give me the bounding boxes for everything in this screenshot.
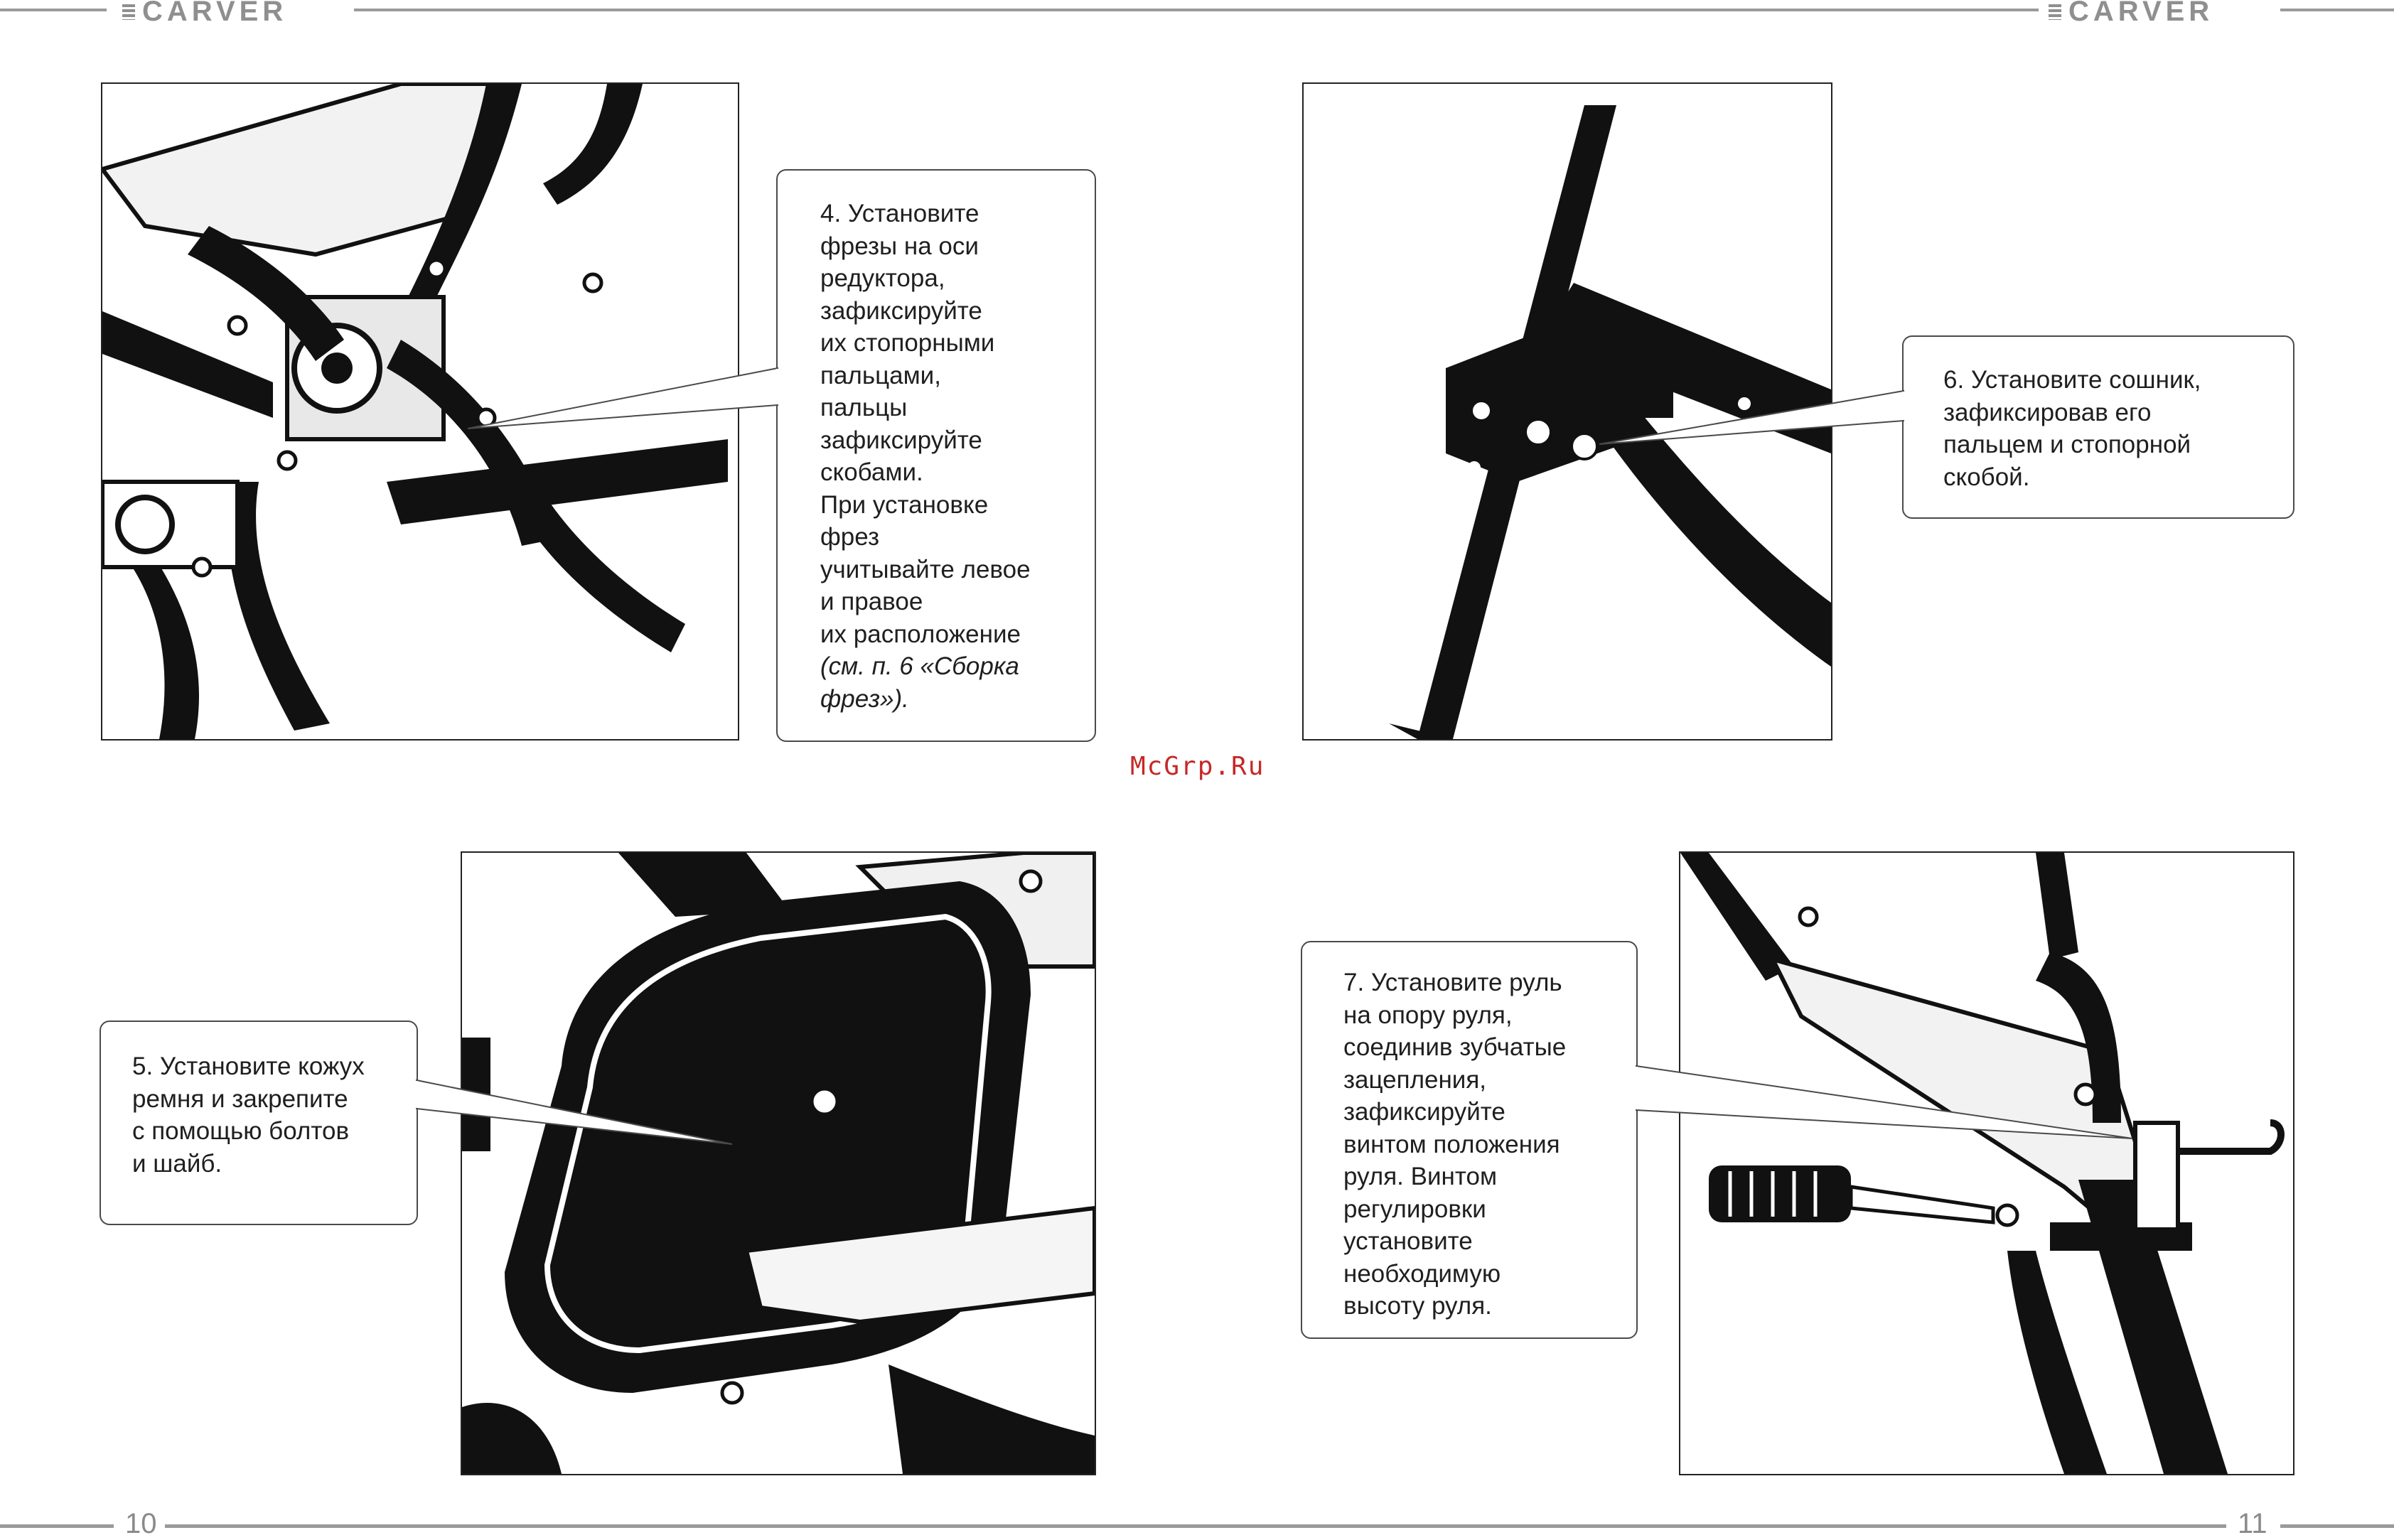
- step6-text: 6. Установите сошник, зафиксировав его пальцем и стопорной скобой.: [1943, 366, 2201, 491]
- step4-reference: (см. п. 6 «Сборка фрез»).: [820, 652, 1019, 713]
- step7-text: 7. Установите руль на опору руля, соединив зубчатые зацепления, зафиксируйте винтом положения руля. Винтом регулировки установите необходимую высоту руля.: [1343, 969, 1567, 1320]
- brand-name-right: CARVER: [2068, 0, 2214, 27]
- callout-step6: [1902, 335, 2294, 519]
- footer-rule-right: [2280, 1524, 2394, 1528]
- tiller-cutters-illustration: [102, 84, 738, 739]
- handlebar-illustration: [1680, 853, 2293, 1474]
- figure-step4: [101, 82, 739, 741]
- brand-logo-right: [2049, 0, 2213, 28]
- ploughshare-illustration: [1304, 84, 1831, 739]
- figure-step7: [1679, 851, 2294, 1475]
- header-rule-right: [2280, 9, 2394, 11]
- callout-step7: [1301, 941, 1638, 1339]
- watermark: McGrp.Ru: [1130, 752, 1265, 781]
- step5-text: 5. Установите кожух ремня и закрепите с помощью болтов и шайб.: [132, 1052, 365, 1178]
- callout-step5: [100, 1021, 418, 1225]
- page-number-left: 10: [125, 1508, 157, 1539]
- brand-mark-icon: [2049, 4, 2061, 20]
- header-rule-middle: [354, 9, 2039, 11]
- belt-cover-illustration: [462, 853, 1095, 1474]
- brand-mark-icon: [122, 4, 135, 20]
- callout-step4: [776, 169, 1096, 742]
- figure-step6: [1302, 82, 1832, 741]
- header-rule-left: [0, 9, 107, 11]
- step4-text: 4. Установите фрезы на оси редуктора, зафиксируйте их стопорными пальцами, пальцы зафиксируйте скобами. При установке фрез учитывайте левое и правое их расположение: [820, 200, 1031, 648]
- figure-step5: [461, 851, 1096, 1475]
- brand-name-left: CARVER: [142, 0, 288, 27]
- footer-rule-left: [0, 1524, 114, 1528]
- brand-logo-left: [122, 0, 287, 28]
- footer-rule-middle: [165, 1524, 2226, 1528]
- page-number-right: 11: [2238, 1508, 2267, 1539]
